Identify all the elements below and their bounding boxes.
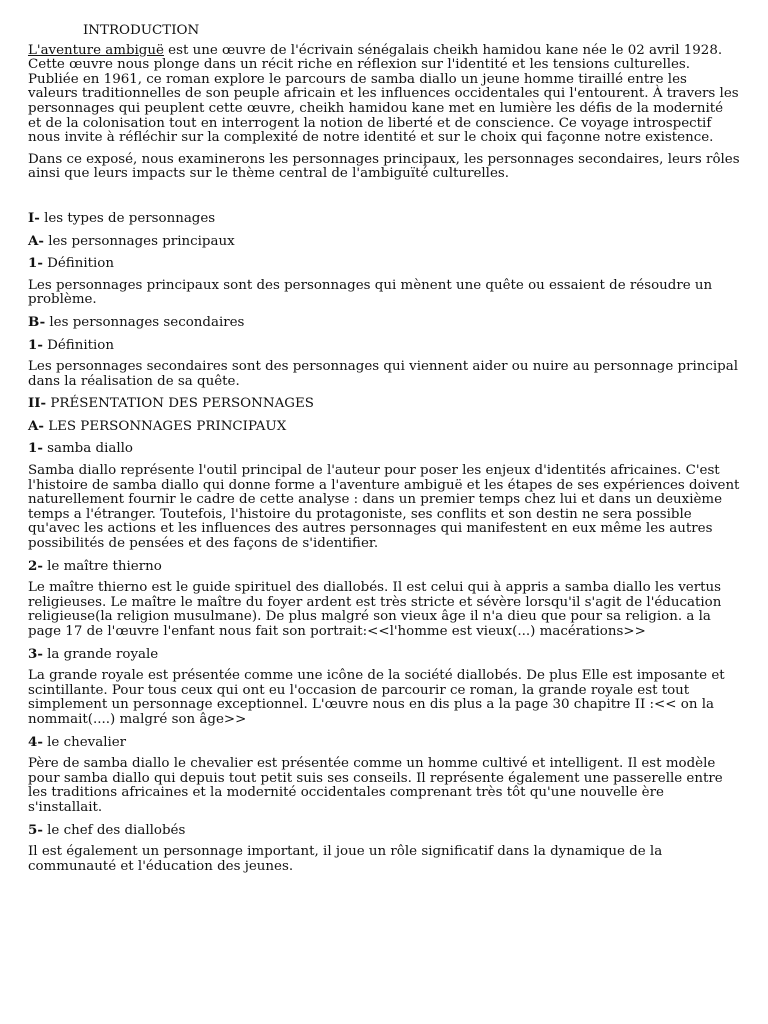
part2-a-title: LES PERSONNAGES PRINCIPAUX	[43, 418, 287, 434]
character-4-title: le chevalier	[42, 734, 127, 750]
character-5-title: le chef des diallobés	[42, 822, 186, 838]
part1-b-heading	[28, 315, 740, 331]
part1-a1-label: 1-	[28, 255, 43, 272]
part2-heading	[28, 396, 740, 412]
character-2-label: 2-	[28, 557, 43, 574]
part1-b-title: les personnages secondaires	[45, 314, 245, 330]
part2-a-heading	[28, 419, 740, 435]
part1-heading	[28, 211, 740, 227]
character-5-text: Il est également un personnage important, il joue un rôle significatif dans la dynamique de la communauté et l'éducation des jeunes.	[28, 844, 663, 874]
character-1-title: samba diallo	[42, 441, 133, 457]
part1-a1-text: Les personnages principaux sont des personnages qui mènent une quête ou essaient de résoudre un problème.	[28, 277, 713, 308]
part1-b1-label: 1-	[28, 336, 43, 353]
character-4-text: Père de samba diallo le chevalier est présentée comme un homme cultivé et intelligent. Il est modèle pour samba diallo qui depuis tout petit suis ses conseils. Il représente également une passerelle entre les traditions africaines et la modernité occidentales comprenant très tôt qu'une nouvelle ère s'installait.	[28, 756, 723, 815]
character-1-text: Samba diallo représente l'outil principal de l'auteur pour poser les enjeux d'identités africaines. C'est l'histoire de samba diallo qui donne forme a l'aventure ambiguë et les étapes de ses expériences doivent naturellement fournir le cadre de cette analyse : dans un premier temps chez lui et dans un deuxième temps a l'étranger. Toutefois, l'histoire du protagoniste, ses conflits et son destin ne sera possible qu'avec les actions et les influences des autres personnages qui manifestent en eux même les autres possibilités de pensées et des façons de s'identifier.	[28, 463, 740, 552]
part1-b1-title: Définition	[42, 337, 114, 353]
intro-paragraph-2: Dans ce exposé, nous examinerons les personnages principaux, les personnages secondaires, leurs rôles ainsi que leurs impacts sur le thème central de l'ambiguïté culturelles.	[28, 151, 740, 182]
character-2-heading	[28, 559, 740, 575]
part1-b1-text: Les personnages secondaires sont des personnages qui viennent aider ou nuire au personnage principal dans la réalisation de sa quête.	[28, 359, 739, 389]
book-title: L'aventure ambiguë	[28, 42, 164, 58]
character-3-text: La grande royale est présentée comme une icône de la société diallobés. De plus Elle est imposante et scintillante. Pour tous ceux qui ont eu l'occasion de parcourir ce roman, la grande royale est tout simplement un personnage exceptionnel. L'œuvre nous en dis plus a la page 30 chapitre II :<< on la nommait(....) malgré son âge>>	[28, 668, 725, 727]
part1-b-label: B-	[28, 313, 46, 330]
character-3-heading	[28, 647, 740, 663]
character-1-heading	[28, 441, 740, 457]
part1-a-label: A-	[28, 232, 44, 249]
character-5-heading	[28, 823, 740, 839]
intro-paragraph-1-text: est une œuvre de l'écrivain sénégalais cheikh hamidou kane née le 02 avril 1928. Cette œuvre nous plonge dans un récit riche en réflexion sur l'identité et les tensions culturelles. Publiée en 1961, ce roman explore le parcours de samba diallo un jeune homme tiraillé entre les valeurs traditionnelles de son peuple africain et les influences occidentales qui l'entourent. À travers les personnages qui peuplent cette œuvre, cheikh hamidou kane met en lumière les défis de la modernité et de la colonisation tout en interrogent la notion de liberté et de conscience. Ce voyage introspectif nous invite à réfléchir sur la complexité de notre identité et sur le choix qui façonne notre existence.	[28, 42, 739, 146]
part1-a1-heading	[28, 256, 740, 272]
part2-a-label: A-	[28, 417, 44, 434]
part1-a-heading	[28, 234, 740, 250]
character-2-text: Le maître thierno est le guide spirituel des diallobés. Il est celui qui à appris a samba diallo les vertus religieuses. Le maître le maître du foyer ardent est très stricte et sévère lorsqu'il s'agit de l'éducation religieuse(la religion musulmane). De plus malgré son vieux âge il n'a dieu que pour sa religion. a la page 17 de l'œuvre l'enfant nous fait son portrait:<<l'homme est vieux(...) macérations>>	[28, 580, 722, 639]
part1-b1-heading	[28, 338, 740, 354]
part1-label: I-	[28, 209, 40, 226]
part1-a-title: les personnages principaux	[43, 233, 235, 249]
section-spacer	[28, 189, 740, 211]
character-5-label: 5-	[28, 821, 43, 838]
part2-title: PRÉSENTATION DES PERSONNAGES	[46, 396, 314, 412]
part1-a1-title: Définition	[42, 256, 114, 272]
intro-paragraph-1	[28, 44, 740, 146]
character-4-label: 4-	[28, 733, 43, 750]
introduction-heading: INTRODUCTION	[83, 23, 200, 38]
part2-label: II-	[28, 395, 47, 412]
character-4-heading	[28, 735, 740, 751]
part1-title: les types de personnages	[39, 210, 216, 226]
character-3-title: la grande royale	[42, 646, 159, 662]
character-2-title: le maître thierno	[42, 558, 162, 574]
character-3-label: 3-	[28, 645, 43, 662]
character-1-label: 1-	[28, 440, 43, 457]
